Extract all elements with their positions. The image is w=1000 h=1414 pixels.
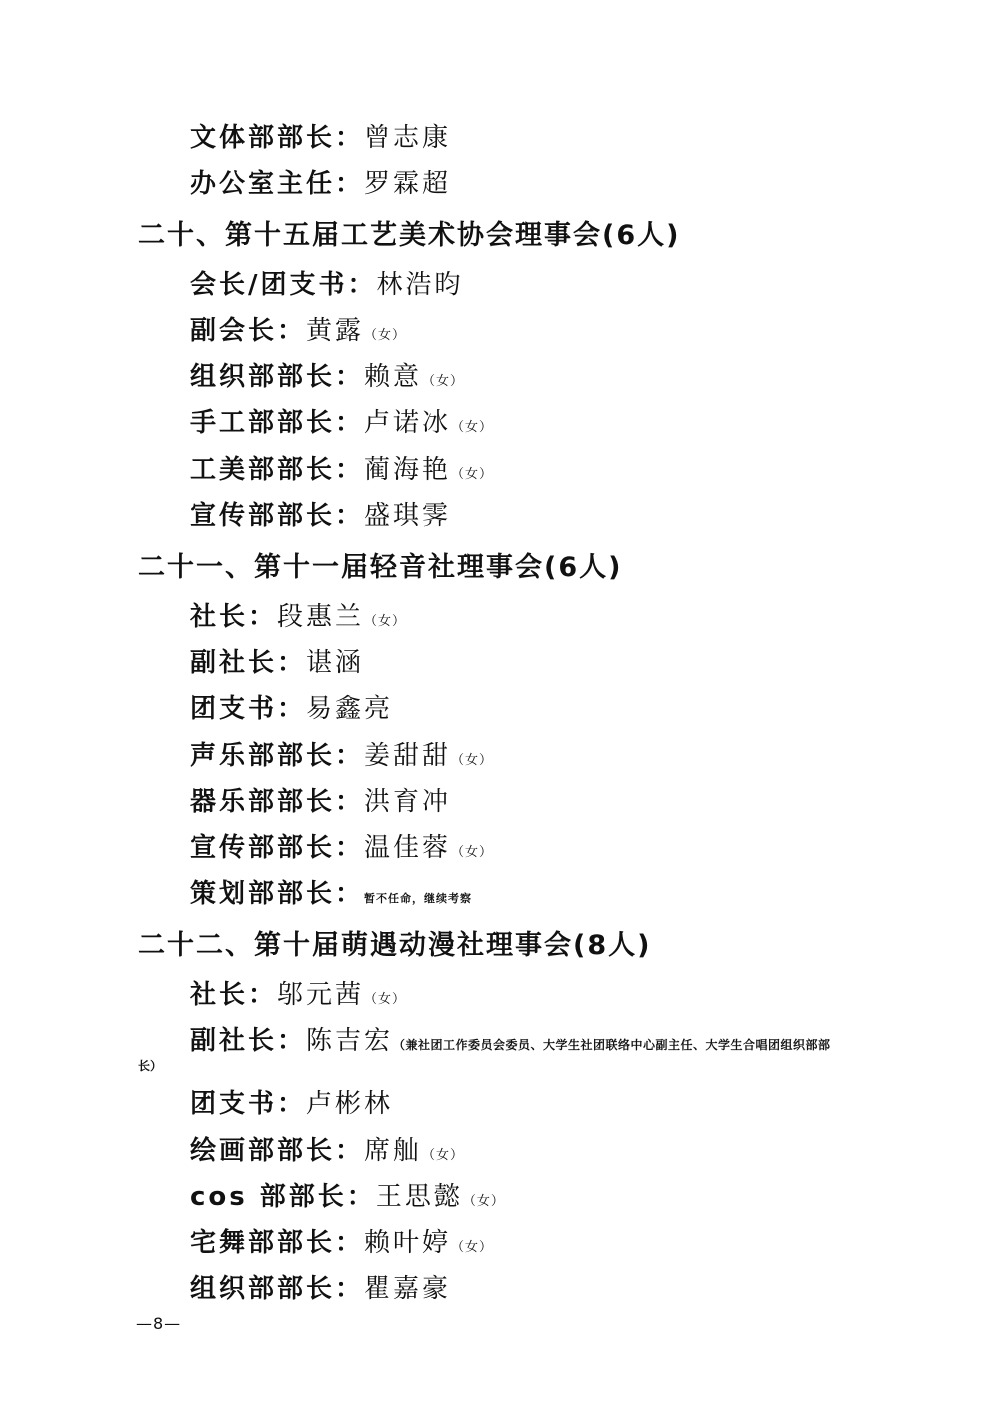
role-label: 副会长： xyxy=(190,316,307,346)
member-line xyxy=(190,1088,393,1120)
member-line xyxy=(190,269,464,301)
role-label: 宣传部部长： xyxy=(190,501,365,531)
gender-note: （女） xyxy=(364,614,407,629)
gender-note: （女） xyxy=(451,1240,494,1255)
role-label: cos 部部长： xyxy=(190,1182,376,1212)
gender-note: （女） xyxy=(451,845,494,860)
member-name: 温佳蓉 xyxy=(364,833,452,863)
member-name: 赖意 xyxy=(364,362,423,392)
member-line xyxy=(190,1273,451,1305)
role-label: 工美部部长： xyxy=(190,455,365,485)
member-name: 洪育冲 xyxy=(364,787,452,817)
member-line xyxy=(190,454,493,491)
gender-note: （女） xyxy=(422,374,465,389)
gender-note: （女） xyxy=(422,1148,465,1163)
appointment-note: 暂不任命，继续考察 xyxy=(364,892,473,905)
member-name: 赖叶婷 xyxy=(364,1228,452,1258)
member-name: 盛琪霁 xyxy=(364,501,452,531)
gender-note: （女） xyxy=(451,753,494,768)
member-name: 蔺海艳 xyxy=(364,455,452,485)
page-number: —8— xyxy=(136,1314,182,1333)
member-name: 段惠兰 xyxy=(277,602,365,632)
role-label: 手工部部长： xyxy=(190,408,365,438)
member-line xyxy=(190,878,472,915)
member-name: 卢彬林 xyxy=(306,1089,394,1119)
role-label: 社长： xyxy=(190,980,278,1010)
role-label: 器乐部部长： xyxy=(190,787,365,817)
role-label: 副社长： xyxy=(190,1026,307,1056)
member-name: 瞿嘉豪 xyxy=(364,1274,452,1304)
role-label: 文体部部长： xyxy=(190,123,365,153)
member-name: 罗霖超 xyxy=(364,169,452,199)
role-label: 声乐部部长： xyxy=(190,741,365,771)
role-label: 绘画部部长： xyxy=(190,1136,365,1166)
gender-note: （女） xyxy=(462,1194,505,1209)
member-line xyxy=(190,740,493,777)
section-heading: 二十、第十五届工艺美术协会理事会(6人) xyxy=(138,220,681,251)
gender-note: （女） xyxy=(451,420,494,435)
member-line xyxy=(190,786,451,818)
gender-note: （女） xyxy=(364,992,407,1007)
member-line xyxy=(190,407,493,444)
member-name: 易鑫亮 xyxy=(306,694,394,724)
role-label: 社长： xyxy=(190,602,278,632)
member-name: 谌涵 xyxy=(306,648,365,678)
member-name: 王思懿 xyxy=(375,1182,463,1212)
role-label: 策划部部长： xyxy=(190,879,365,909)
concurrent-post-note-continuation: 长） xyxy=(138,1059,163,1073)
role-label: 组织部部长： xyxy=(190,1274,365,1304)
member-line xyxy=(190,693,393,725)
member-line xyxy=(190,1227,493,1264)
member-line xyxy=(190,601,406,638)
member-name: 姜甜甜 xyxy=(364,741,452,771)
member-name: 林浩昀 xyxy=(376,270,464,300)
member-name: 席舢 xyxy=(364,1136,423,1166)
role-label: 团支书： xyxy=(190,694,307,724)
role-label: 宅舞部部长： xyxy=(190,1228,365,1258)
gender-note: （女） xyxy=(451,467,494,482)
member-name: 卢诺冰 xyxy=(364,408,452,438)
member-line xyxy=(190,122,451,154)
member-name: 曾志康 xyxy=(364,123,452,153)
member-line xyxy=(190,1025,831,1061)
member-line xyxy=(190,315,406,352)
member-line xyxy=(190,1135,464,1172)
member-line xyxy=(190,361,464,398)
section-heading: 二十一、第十一届轻音社理事会(6人) xyxy=(138,552,623,583)
role-label: 组织部部长： xyxy=(190,362,365,392)
member-name: 陈吉宏 xyxy=(306,1026,394,1056)
member-line xyxy=(190,168,451,200)
member-line xyxy=(190,979,406,1016)
concurrent-post-note: （兼社团工作委员会委员、大学生社团联络中心副主任、大学生合唱团组织部部 xyxy=(393,1038,831,1052)
member-line xyxy=(190,500,451,532)
role-label: 团支书： xyxy=(190,1089,307,1119)
role-label: 办公室主任： xyxy=(190,169,365,199)
section-heading: 二十二、第十届萌遇动漫社理事会(8人) xyxy=(138,930,652,961)
role-label: 会长/团支书： xyxy=(190,270,377,300)
member-name: 黄露 xyxy=(306,316,365,346)
role-label: 副社长： xyxy=(190,648,307,678)
gender-note: （女） xyxy=(364,328,407,343)
role-label: 宣传部部长： xyxy=(190,833,365,863)
member-line xyxy=(190,1181,505,1218)
member-line xyxy=(190,647,364,679)
member-name: 邬元茜 xyxy=(277,980,365,1010)
member-line xyxy=(190,832,493,869)
